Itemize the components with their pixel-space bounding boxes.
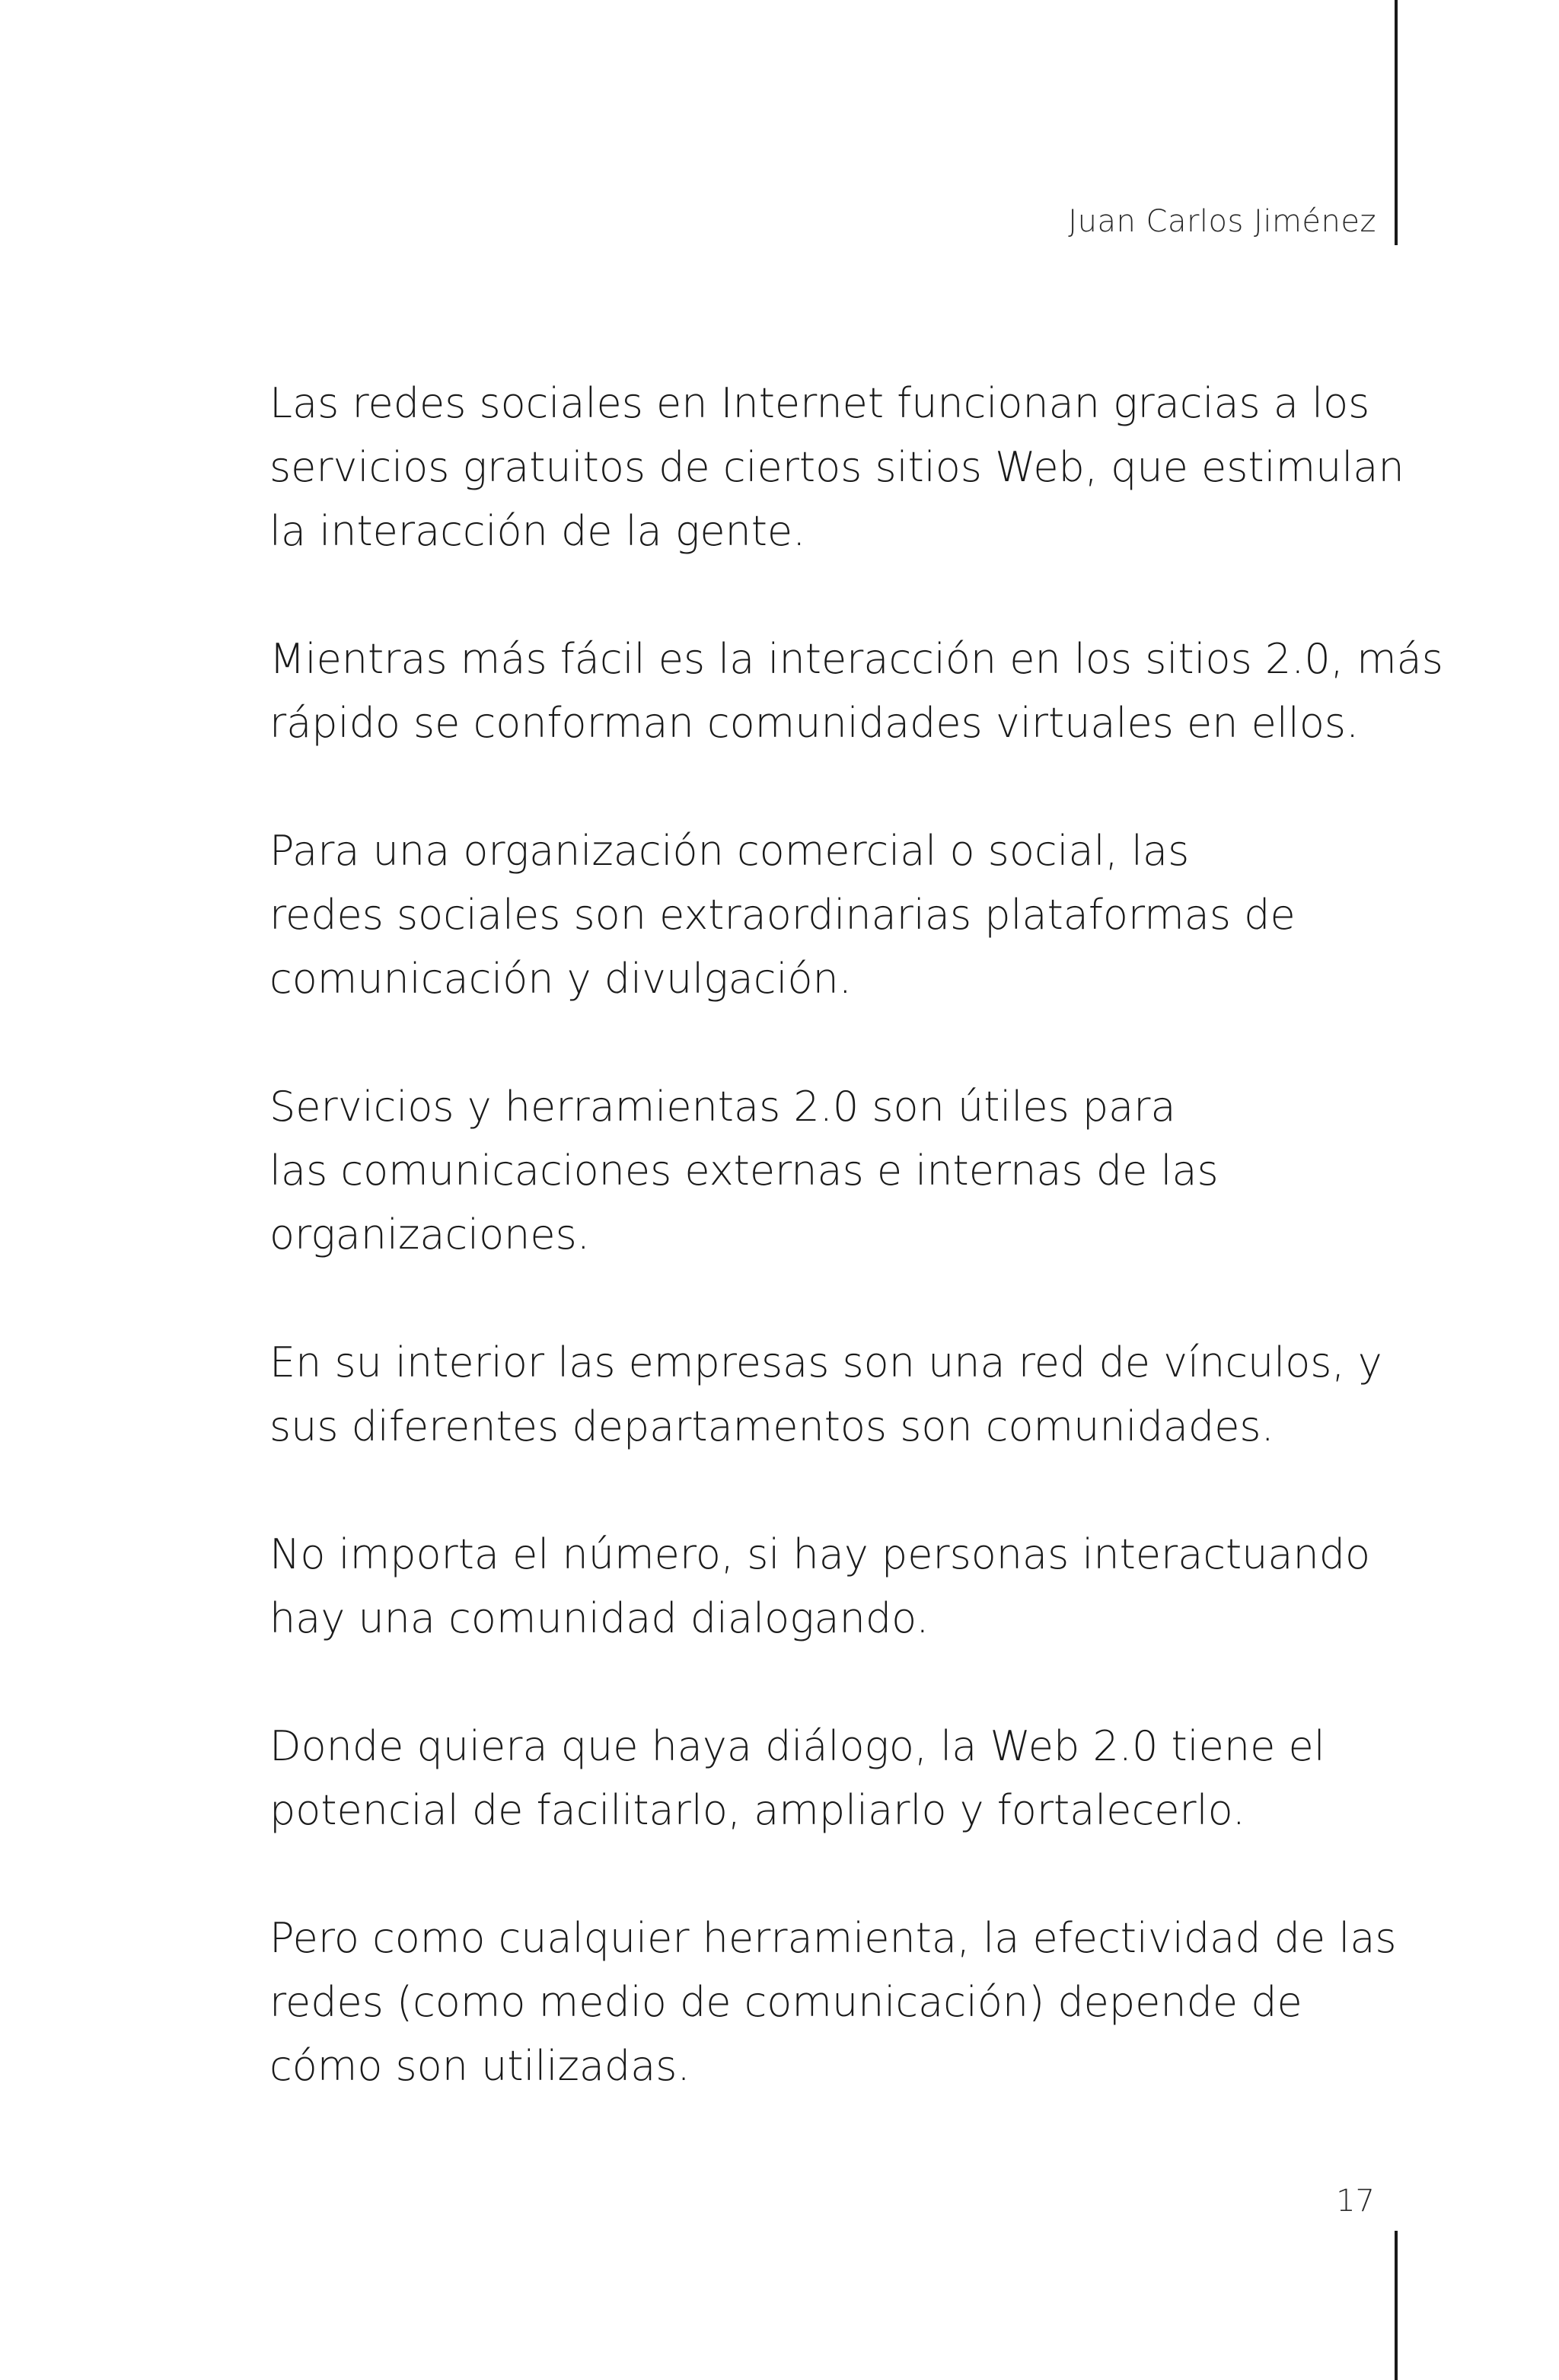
paragraph — [269, 372, 1404, 563]
text-line: organizaciones. — [269, 1211, 590, 1259]
page-number: 17 — [1336, 2184, 1375, 2219]
text-line: Para una organización comercial o social, las — [269, 827, 1190, 875]
paragraph — [269, 1906, 1397, 2098]
text-line: redes (como medio de comunicación) depende de — [269, 1978, 1302, 2026]
text-line: Pero como cualquier herramienta, la efectividad de las — [269, 1914, 1397, 1962]
text-line: rápido se conforman comunidades virtuales en ellos. — [269, 699, 1360, 747]
text-line: Mientras más fácil es la interacción en los sitios 2.0, más — [269, 635, 1443, 683]
text-line: la interacción de la gente. — [269, 507, 806, 555]
text-line: servicios gratuitos de ciertos sitios Web, que estimulan — [269, 443, 1404, 491]
text-line: potencial de facilitarlo, ampliarlo y fortalecerlo. — [269, 1786, 1245, 1834]
text-line: Donde quiera que haya diálogo, la Web 2.0 tiene el — [269, 1722, 1325, 1770]
text-line: No importa el número, si hay personas interactuando — [269, 1530, 1371, 1578]
text-line: comunicación y divulgación. — [269, 955, 852, 1003]
paragraph — [269, 1715, 1366, 1842]
paragraph — [269, 1075, 1366, 1267]
paragraph — [269, 1331, 1382, 1459]
top-margin-rule — [1395, 0, 1398, 245]
running-head-author: Juan Carlos Jiménez — [1068, 204, 1376, 239]
text-line: Servicios y herramientas 2.0 son útiles para — [269, 1083, 1176, 1131]
paragraph — [269, 819, 1366, 1011]
text-line: redes sociales son extraordinarias plataformas de — [269, 891, 1296, 939]
body-text — [269, 372, 1443, 2162]
text-line: cómo son utilizadas. — [269, 2042, 690, 2090]
bottom-margin-rule — [1395, 2231, 1398, 2380]
paragraph — [269, 1523, 1371, 1651]
text-line: las comunicaciones externas e internas de las — [269, 1147, 1219, 1195]
text-line: sus diferentes departamentos son comunidades. — [269, 1402, 1274, 1450]
paragraph — [269, 627, 1443, 755]
text-line: En su interior las empresas son una red de vínculos, y — [269, 1338, 1382, 1386]
text-line: Las redes sociales en Internet funcionan gracias a los — [269, 379, 1370, 427]
text-line: hay una comunidad dialogando. — [269, 1594, 929, 1642]
